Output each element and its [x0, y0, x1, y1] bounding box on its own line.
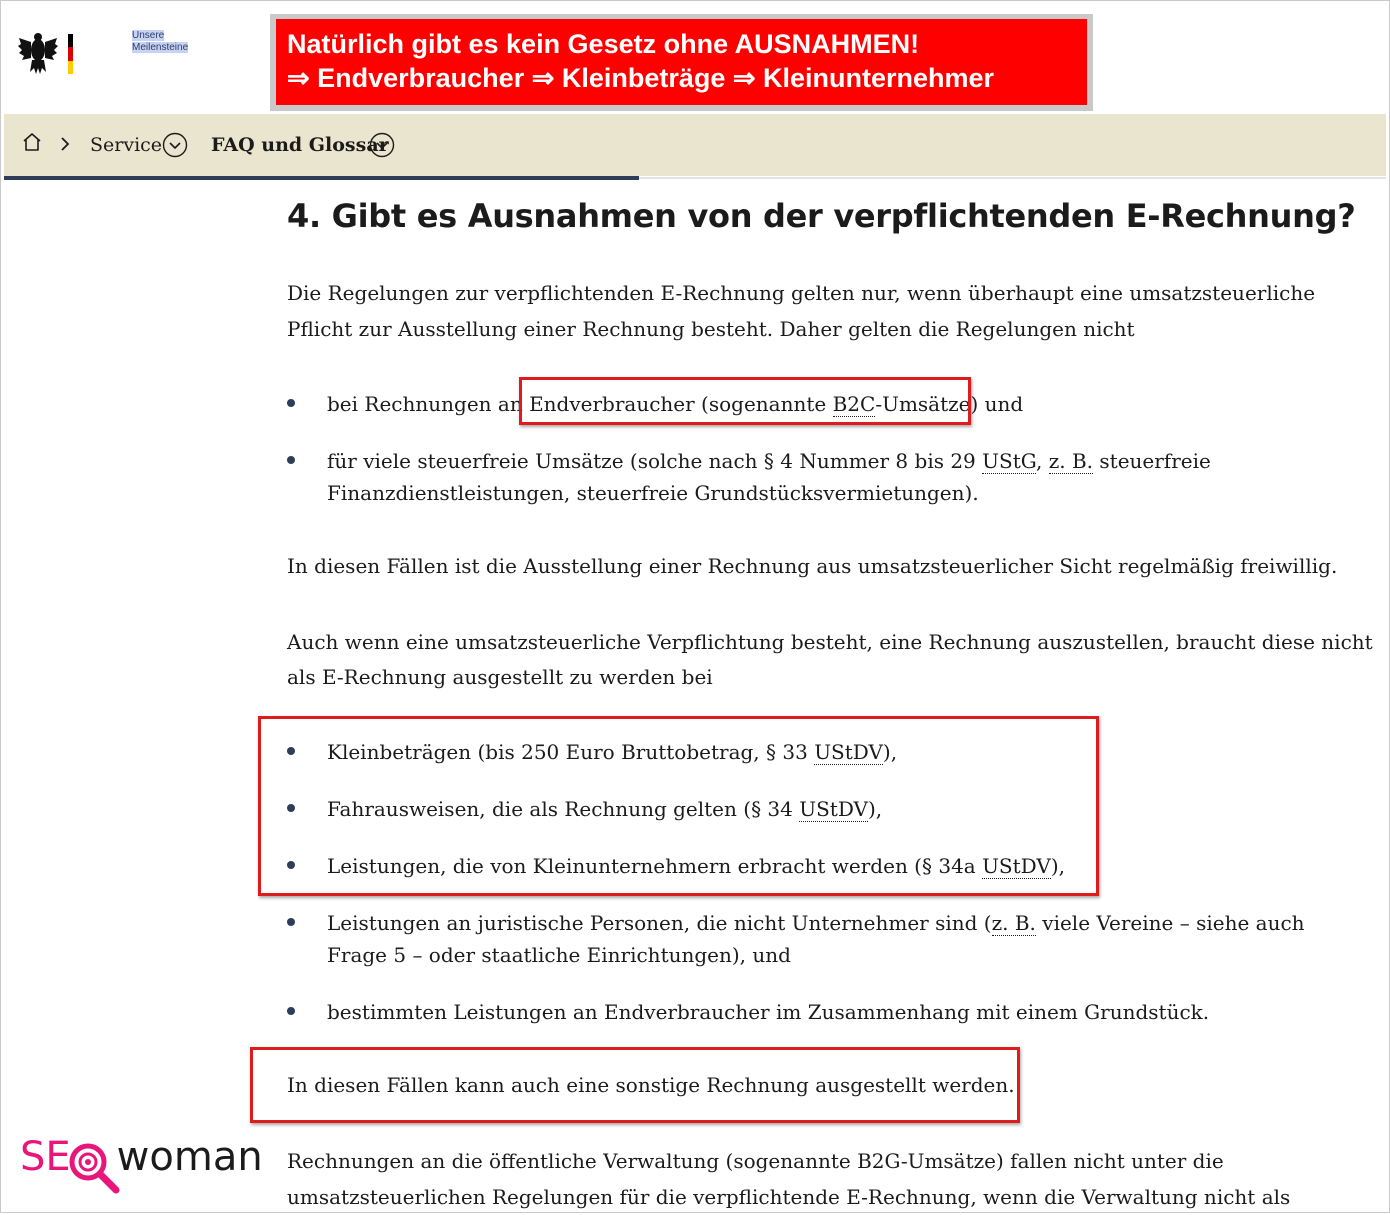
abbr-b2c[interactable]: B2C	[832, 392, 876, 416]
bullet	[287, 1007, 295, 1015]
paragraph: In diesen Fällen ist die Ausstellung einer Rechnung aus umsatzsteuerlicher Sicht regelmäßig freiwillig.	[287, 554, 1338, 578]
milestones-link[interactable]	[132, 30, 188, 54]
highlight-box-endverbraucher	[519, 377, 971, 425]
magnifier-icon	[64, 1140, 122, 1194]
list-item-text: ),	[882, 740, 898, 764]
bullet	[287, 918, 295, 926]
list-item-text: bei Rechnungen an	[327, 392, 530, 416]
seowoman-logo	[20, 1134, 263, 1180]
list-item-text: für viele steuerfreie Umsätze (solche nach § 4 Nummer 8 bis 29	[327, 449, 983, 473]
list-item-text: ),	[867, 797, 883, 821]
breadcrumb-item-service[interactable]: Service	[90, 134, 163, 156]
list-item-text: Leistungen an juristische Personen, die nicht Unternehmer sind (	[327, 911, 992, 935]
paragraph-line1: Auch wenn eine umsatzsteuerliche Verpflichtung besteht, eine Rechnung auszustellen, braucht diese nicht	[287, 630, 1373, 654]
highlight-box-exceptions	[258, 716, 1099, 896]
intro-line2: Pflicht zur Ausstellung einer Rechnung besteht. Daher gelten die Regelungen nicht	[287, 317, 1135, 341]
paragraph-line2: als E-Rechnung ausgestellt zu werden bei	[287, 665, 713, 689]
list-item-text: steuerfreie	[1093, 449, 1211, 473]
list-item-continuation: Finanzdienstleistungen, steuerfreie Grundstücksvermietungen).	[327, 481, 979, 505]
list-item-text: Endverbraucher (sogenannte	[529, 392, 833, 416]
paragraph: In diesen Fällen kann auch eine sonstige Rechnung ausgestellt werden.	[287, 1073, 1015, 1097]
list-item-text: -Umsätze)	[875, 392, 985, 416]
bullet	[287, 399, 295, 407]
chevron-right-icon	[58, 136, 72, 152]
list-item-text: Fahrausweisen, die als Rechnung gelten (§ 34	[327, 797, 800, 821]
list-item-continuation: Frage 5 – oder staatliche Einrichtungen), und	[327, 943, 791, 967]
banner-line1: Natürlich gibt es kein Gesetz ohne AUSNAHMEN!	[287, 29, 920, 59]
milestones-line2: Meilensteine	[132, 42, 189, 53]
german-flag-stripe	[68, 34, 73, 74]
breadcrumb-item-faq[interactable]: FAQ und Glossar	[211, 134, 389, 156]
federal-eagle-logo[interactable]	[18, 30, 58, 76]
milestones-line1: Unsere	[132, 30, 165, 41]
paragraph-line1: Rechnungen an die öffentliche Verwaltung (sogenannte B2G-Umsätze) fallen nicht unter die	[287, 1149, 1224, 1173]
intro-line1: Die Regelungen zur verpflichtenden E-Rechnung gelten nur, wenn überhaupt eine umsatzsteuerliche	[287, 281, 1316, 305]
list-item-text: ,	[1036, 449, 1049, 473]
list-item-text: und	[984, 392, 1024, 416]
list-item-text: Kleinbeträgen (bis 250 Euro Bruttobetrag, § 33	[327, 740, 815, 764]
list-item-text: Leistungen, die von Kleinunternehmern erbracht werden (§ 34a	[327, 854, 983, 878]
list-item	[327, 907, 1305, 939]
highlight-box-sonstige-rechnung	[250, 1047, 1020, 1123]
abbr-ustdv[interactable]: UStDV	[982, 854, 1051, 878]
abbr-ustdv[interactable]: UStDV	[799, 797, 868, 821]
list-item-text: viele Vereine – siehe auch	[1035, 911, 1305, 935]
list-item-text: ),	[1050, 854, 1065, 878]
abbr-ustg[interactable]: UStG	[982, 449, 1036, 473]
abbr-zb[interactable]: z. B.	[1048, 449, 1094, 473]
logo-text-woman: woman	[116, 1134, 263, 1180]
abbr-ustdv[interactable]: UStDV	[814, 740, 883, 764]
logo-text-seo: SE	[20, 1134, 71, 1180]
chevron-down-icon[interactable]	[369, 132, 395, 158]
bullet	[287, 456, 295, 464]
page-title: 4. Gibt es Ausnahmen von der verpflichtenden E-Rechnung?	[287, 197, 1356, 235]
breadcrumb-progress-bar	[4, 176, 639, 180]
paragraph-line2: umsatzsteuerlichen Regelungen für die verpflichtende E-Rechnung, wenn die Verwaltung nicht als	[287, 1185, 1291, 1209]
banner-line2: ⇒ Endverbraucher ⇒ Kleinbeträge ⇒ Kleinunternehmer	[287, 63, 995, 93]
chevron-down-icon[interactable]	[162, 132, 188, 158]
breadcrumb-divider	[639, 177, 1386, 179]
annotation-banner	[276, 19, 1087, 105]
home-icon[interactable]	[22, 132, 42, 152]
list-item	[327, 445, 1211, 477]
list-item: bestimmten Leistungen an Endverbraucher im Zusammenhang mit einem Grundstück.	[327, 1000, 1210, 1024]
abbr-zb[interactable]: z. B.	[991, 911, 1036, 935]
